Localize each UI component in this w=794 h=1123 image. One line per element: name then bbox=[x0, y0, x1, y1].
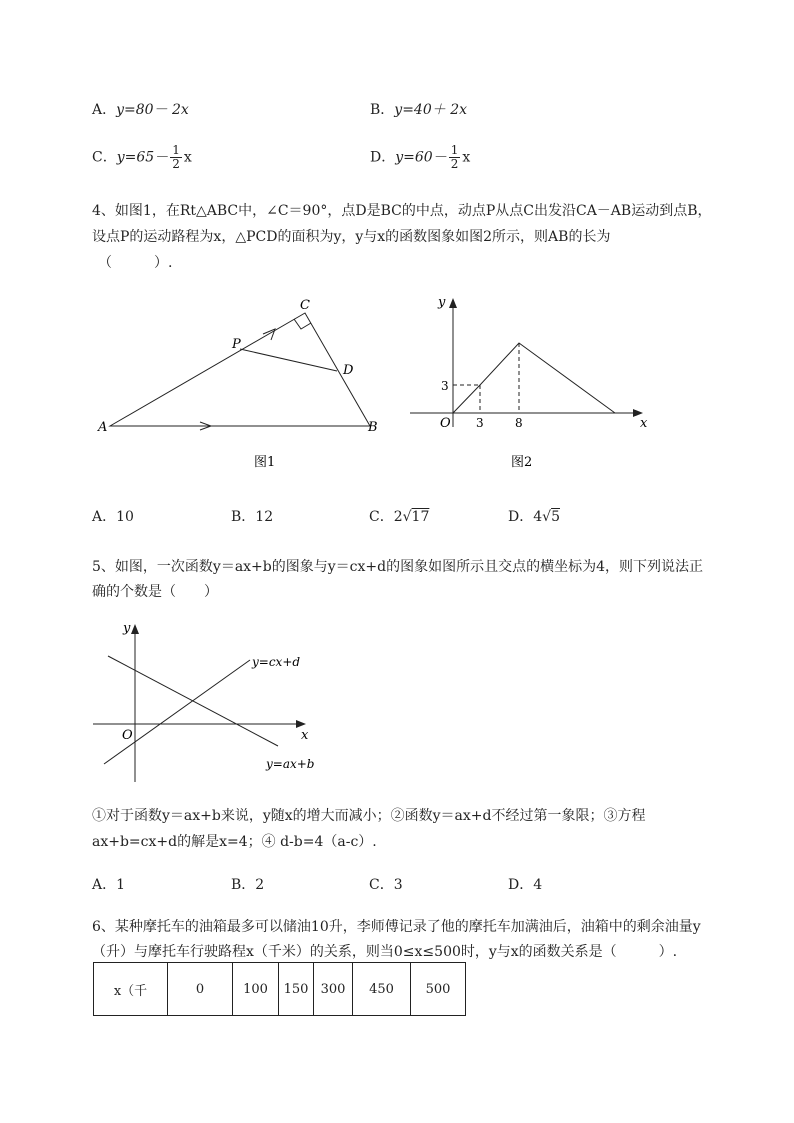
q4-option-a[interactable]: A．10 bbox=[92, 509, 134, 525]
line-cx-d bbox=[104, 660, 250, 764]
table-cell: 100 bbox=[233, 963, 279, 1016]
table-cell: 300 bbox=[314, 963, 353, 1016]
arrow-on-ca bbox=[263, 329, 275, 340]
fraction: $\frac{1}{2}$ bbox=[450, 143, 459, 171]
tick-x8: 8 bbox=[515, 416, 523, 430]
q5-option-a[interactable]: A．1 bbox=[92, 877, 126, 893]
y-axis-arrow bbox=[449, 298, 457, 308]
line-ax-b bbox=[108, 656, 278, 746]
q5-text-line1: 5、如图，一次函数y＝ax+b的图象与y＝cx+d的图象如图所示且交点的横坐标为4，则下列说法正 bbox=[92, 559, 703, 575]
table-cell: 500 bbox=[411, 963, 466, 1016]
q4-option-d[interactable]: D．4√5 bbox=[508, 509, 560, 525]
q5-option-c[interactable]: C．3 bbox=[369, 877, 403, 893]
tick-x3: 3 bbox=[476, 416, 484, 430]
right-angle-mark bbox=[294, 319, 311, 329]
table-cell: 150 bbox=[279, 963, 314, 1016]
label-line-cx-d: y=cx+d bbox=[252, 655, 301, 669]
label-line-ax-b: y=ax+b bbox=[266, 757, 315, 771]
q4-text-line3: （ ）. bbox=[98, 255, 173, 271]
q5-statements-line1: ①对于函数y＝ax+b来说，y随x的增大而减小；②函数y＝ax+d不经过第一象限；③方程 bbox=[92, 808, 646, 824]
label-y: y bbox=[123, 621, 131, 636]
label-y: y bbox=[438, 295, 446, 310]
y-axis-arrow bbox=[131, 624, 139, 634]
fraction: $\frac{1}{2}$ bbox=[172, 143, 180, 171]
figure2-caption: 图2 bbox=[511, 455, 533, 470]
table-cell: 450 bbox=[353, 963, 411, 1016]
q4-option-b[interactable]: B．12 bbox=[231, 509, 274, 525]
q3-option-c[interactable]: C．y=65－ $\frac{1}{2}$ x bbox=[92, 143, 192, 171]
q5-option-d[interactable]: D．4 bbox=[508, 877, 543, 893]
q4-figure2 bbox=[405, 292, 665, 477]
q6-table bbox=[93, 962, 466, 1016]
q6-text-line1: 6、某种摩托车的油箱最多可以储油10升，李师傅记录了他的摩托车加满油后，油箱中的剩余油量y bbox=[92, 919, 701, 935]
label-x: x bbox=[640, 416, 648, 431]
label-d: D bbox=[343, 363, 354, 378]
q5-option-b[interactable]: B．2 bbox=[231, 877, 265, 893]
segment-pd bbox=[240, 349, 337, 371]
x-axis-arrow bbox=[296, 720, 306, 728]
q3-option-d[interactable]: D．y=60－ $\frac{1}{2}$ x bbox=[370, 143, 471, 171]
label-p: P bbox=[232, 337, 241, 352]
label-a: A bbox=[98, 420, 108, 435]
label-o: O bbox=[440, 416, 451, 431]
q5-graph bbox=[88, 618, 318, 788]
q4-figure1 bbox=[95, 292, 385, 477]
label-b: B bbox=[368, 420, 378, 435]
q4-text-line1: 4、如图1，在Rt△ABC中，∠C＝90°，点D是BC的中点，动点P从点C出发沿CA－AB运动到点B， bbox=[92, 203, 712, 219]
q3-option-a[interactable]: A．y=80－ 2x bbox=[92, 102, 189, 118]
table-header-cell: x（千 bbox=[94, 963, 168, 1016]
label-o: O bbox=[122, 728, 133, 743]
table-cell: 0 bbox=[168, 963, 233, 1016]
q5-text-line2: 确的个数是（ ） bbox=[92, 584, 218, 600]
q4-text-line2: 设点P的运动路程为x，△PCD的面积为y，y与x的函数图象如图2所示，则AB的长为 bbox=[92, 229, 611, 245]
table-row bbox=[94, 963, 466, 1016]
sqrt-sign: √ bbox=[402, 509, 412, 525]
q3-option-b[interactable]: B．y=40＋ 2x bbox=[370, 102, 468, 118]
tick-y3: 3 bbox=[441, 379, 449, 393]
q6-text-line2: （升）与摩托车行驶路程x（千米）的关系，则当0≤x≤500时，y与x的函数关系是（ ）. bbox=[92, 944, 678, 960]
label-x: x bbox=[301, 728, 309, 743]
function-graph bbox=[453, 343, 615, 413]
sqrt-sign: √ bbox=[542, 509, 552, 525]
figure1-caption: 图1 bbox=[254, 455, 276, 470]
q4-option-c[interactable]: C．2√17 bbox=[369, 509, 430, 525]
label-c: C bbox=[300, 298, 310, 313]
q5-statements-line2: ax+b=cx+d的解是x=4；④ d-b=4（a-c）. bbox=[92, 834, 377, 850]
